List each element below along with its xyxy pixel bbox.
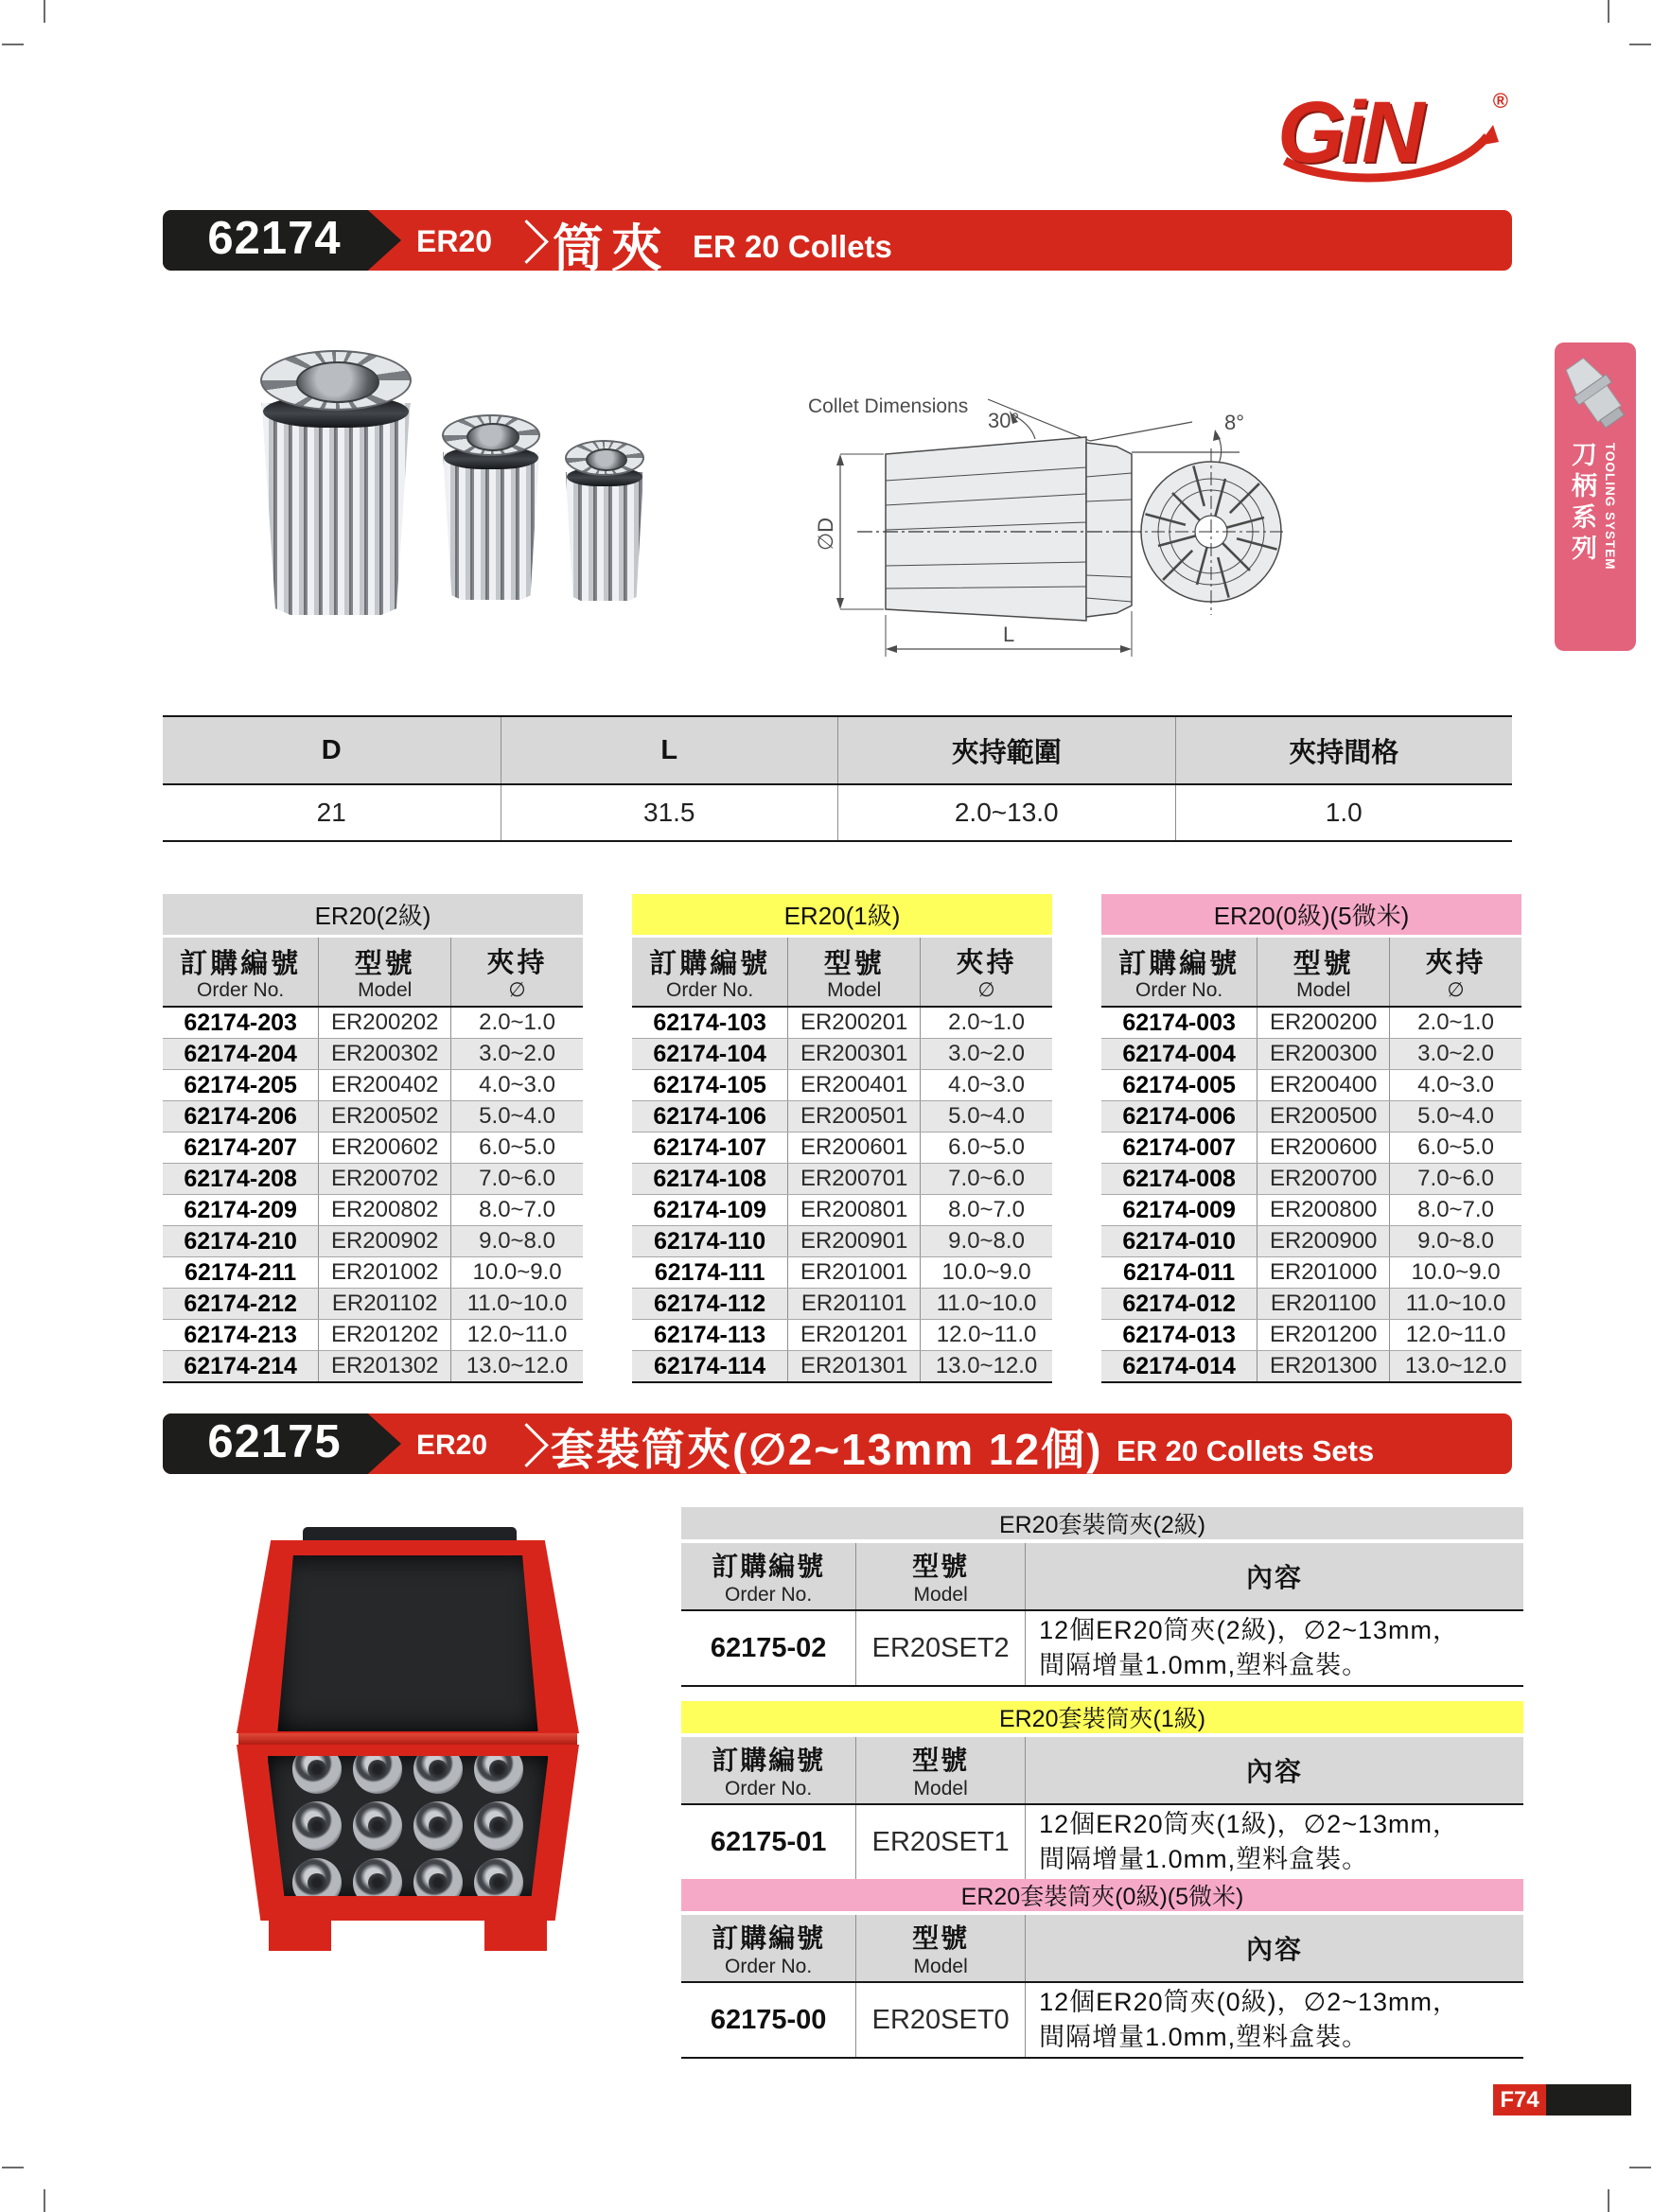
col-model-sub: Model [913, 1584, 968, 1606]
order-no-cell: 62174-003 [1122, 1009, 1236, 1036]
order-no-cell: 62174-207 [184, 1133, 297, 1161]
range-cell: 12.0~11.0 [920, 1320, 1052, 1350]
table-row [163, 1319, 583, 1350]
col-order-no-sub: Order No. [725, 1778, 813, 1799]
model-cell: ER200802 [318, 1195, 450, 1225]
col-model: 型號 [1293, 948, 1354, 979]
order-no-cell: 62174-105 [653, 1071, 766, 1098]
order-no-cell: 62174-005 [1122, 1071, 1236, 1098]
spec-value-l: 31.5 [501, 785, 838, 840]
spec-value-d: 21 [316, 798, 346, 827]
order-table-grade2 [163, 894, 583, 1383]
collet-in-box [292, 1858, 342, 1907]
table-row [1101, 1319, 1521, 1350]
col-model-sub: Model [358, 978, 413, 1001]
range-cell: 7.0~6.0 [450, 1164, 583, 1194]
model-cell: ER201002 [318, 1257, 450, 1288]
model-cell: ER201200 [1257, 1320, 1389, 1350]
col-order-no: 訂購編號 [1118, 948, 1240, 979]
range-cell: 9.0~8.0 [450, 1226, 583, 1256]
registered-mark: ® [1492, 89, 1508, 113]
banner-title-zh: 套裝筒夾(∅2~13mm 12個) [551, 1425, 1103, 1474]
order-no-cell: 62174-208 [184, 1165, 297, 1192]
product-code: 62175 [207, 1416, 342, 1467]
chevron-right-icon [504, 219, 549, 264]
range-cell: 7.0~6.0 [1389, 1164, 1521, 1194]
col-model-sub: Model [1296, 978, 1351, 1001]
col-model: 型號 [912, 1552, 970, 1581]
model-cell: ER200801 [787, 1195, 920, 1225]
order-no-cell: 62174-214 [184, 1352, 297, 1379]
spec-header-range: 夾持範圍 [837, 717, 1175, 783]
model-cell: ER201302 [318, 1351, 450, 1381]
model-cell: ER200900 [1257, 1226, 1389, 1256]
order-no-cell: 62174-013 [1122, 1321, 1236, 1348]
set-table-grade1 [681, 1701, 1523, 1881]
set-table-grade2 [681, 1507, 1523, 1687]
col-model: 型號 [912, 1923, 970, 1953]
collet-image-small [565, 440, 644, 601]
spec-header-l: L [501, 717, 838, 783]
order-table-title: ER20(2級) [163, 894, 583, 935]
order-no-cell: 62174-012 [1122, 1290, 1236, 1317]
model-cell: ER201102 [318, 1289, 450, 1319]
spec-table [163, 715, 1512, 842]
col-content: 內容 [1246, 1563, 1304, 1592]
order-no-cell: 62174-213 [184, 1321, 297, 1348]
spec-value-range: 2.0~13.0 [837, 785, 1175, 840]
banner-62174 [163, 210, 1512, 271]
order-no-cell: 62174-112 [654, 1290, 766, 1317]
model-cell: ER200200 [1257, 1008, 1389, 1038]
table-row [1101, 1163, 1521, 1194]
model-cell: ER200301 [787, 1039, 920, 1069]
collet-hole [429, 1873, 448, 1892]
range-cell: 5.0~4.0 [450, 1101, 583, 1132]
set-table-grade0 [681, 1879, 1523, 2059]
series-label: ER20 [416, 1430, 488, 1461]
table-row [163, 1132, 583, 1163]
range-cell: 4.0~3.0 [1389, 1070, 1521, 1100]
range-cell: 10.0~9.0 [920, 1257, 1052, 1288]
order-table-title: ER20(0級)(5微米) [1101, 894, 1521, 935]
collet-hole [308, 1817, 326, 1835]
series-label: ER20 [416, 224, 493, 258]
range-cell: 3.0~2.0 [1389, 1039, 1521, 1069]
range-cell: 11.0~10.0 [450, 1289, 583, 1319]
col-order-no-sub: Order No. [725, 1956, 813, 1977]
set-content [1025, 1983, 1523, 2057]
box-lid-foam [277, 1555, 537, 1731]
set-order-no: 62175-00 [710, 2004, 827, 2035]
collet-hole [308, 1760, 326, 1779]
set-order-no: 62175-01 [710, 1826, 827, 1857]
range-cell: 8.0~7.0 [1389, 1195, 1521, 1225]
col-clamp: 夾持 [486, 948, 548, 978]
spec-value-step: 1.0 [1175, 785, 1513, 840]
box-foot [484, 1917, 547, 1951]
collet-hole [429, 1760, 448, 1779]
table-row [163, 1069, 583, 1100]
range-cell: 2.0~1.0 [1389, 1008, 1521, 1038]
order-table-body [163, 1008, 583, 1383]
table-row [163, 1194, 583, 1225]
dia-label: ∅D [814, 517, 837, 551]
col-model-sub: Model [913, 1778, 968, 1799]
drawing-label: Collet Dimensions [808, 395, 969, 417]
collets-photo [185, 331, 752, 672]
table-row [1101, 1069, 1521, 1100]
collet-in-box [292, 1745, 342, 1794]
model-cell: ER200400 [1257, 1070, 1389, 1100]
range-cell: 13.0~12.0 [450, 1351, 583, 1381]
range-cell: 9.0~8.0 [1389, 1226, 1521, 1256]
order-table-grade0 [1101, 894, 1521, 1383]
table-row [163, 1288, 583, 1319]
collet-hole [489, 1817, 508, 1835]
table-row [632, 1038, 1052, 1069]
table-row [1101, 1288, 1521, 1319]
crop-mark [1608, 0, 1609, 23]
table-row [632, 1100, 1052, 1132]
range-cell: 3.0~2.0 [920, 1039, 1052, 1069]
order-table-body [632, 1008, 1052, 1383]
crop-mark [2, 44, 24, 45]
range-cell: 6.0~5.0 [920, 1132, 1052, 1163]
crop-mark [2, 2167, 24, 2168]
logo-text: GiN [1277, 84, 1421, 181]
model-cell: ER201300 [1257, 1351, 1389, 1381]
range-cell: 8.0~7.0 [920, 1195, 1052, 1225]
order-no-cell: 62174-014 [1122, 1352, 1236, 1379]
order-no-cell: 62174-104 [653, 1040, 766, 1067]
order-no-cell: 62174-114 [654, 1352, 766, 1379]
order-no-cell: 62174-103 [653, 1009, 766, 1036]
collet-image-medium [442, 414, 540, 600]
crop-mark [1629, 2167, 1651, 2168]
product-code: 62174 [207, 213, 342, 264]
col-clamp: 夾持 [1425, 948, 1486, 978]
model-cell: ER201301 [787, 1351, 920, 1381]
order-no-cell: 62174-109 [653, 1196, 766, 1223]
range-cell: 10.0~9.0 [450, 1257, 583, 1288]
toolholder-icon [1564, 352, 1627, 435]
order-no-cell: 62174-212 [184, 1290, 297, 1317]
collet-in-box [353, 1858, 402, 1907]
order-no-cell: 62174-007 [1122, 1133, 1236, 1161]
set-content-line1: 12個ER20筒夾(1級)，∅2~13mm， [1039, 1809, 1459, 1838]
range-cell: 6.0~5.0 [1389, 1132, 1521, 1163]
dimension-drawing [802, 390, 1287, 674]
order-no-cell: 62174-010 [1122, 1227, 1236, 1255]
range-cell: 5.0~4.0 [1389, 1101, 1521, 1132]
crop-mark [44, 0, 45, 23]
collet-hole [368, 1760, 387, 1779]
order-no-cell: 62174-108 [653, 1165, 766, 1192]
spec-header-d: D [321, 734, 342, 765]
col-order-no: 訂購編號 [649, 948, 771, 979]
banner-62175 [163, 1413, 1512, 1474]
order-no-cell: 62174-211 [185, 1258, 297, 1286]
table-row [1101, 1100, 1521, 1132]
set-order-no: 62175-02 [710, 1632, 827, 1663]
range-cell: 6.0~5.0 [450, 1132, 583, 1163]
banner-title-en: ER 20 Collets [693, 229, 892, 264]
order-no-cell: 62174-111 [654, 1258, 765, 1286]
table-row [632, 1256, 1052, 1288]
order-no-cell: 62174-203 [184, 1009, 297, 1036]
table-row [163, 1256, 583, 1288]
order-no-cell: 62174-011 [1123, 1258, 1236, 1286]
col-order-no-sub: Order No. [1135, 978, 1223, 1001]
length-label: L [1003, 623, 1015, 646]
model-cell: ER201001 [787, 1257, 920, 1288]
order-no-cell: 62174-004 [1122, 1040, 1236, 1067]
model-cell: ER200401 [787, 1070, 920, 1100]
col-content: 內容 [1246, 1935, 1304, 1964]
order-no-cell: 62174-113 [654, 1321, 766, 1348]
order-no-cell: 62174-209 [184, 1196, 297, 1223]
collet-hole [489, 1873, 508, 1892]
range-cell: 13.0~12.0 [1389, 1351, 1521, 1381]
collet-hole [429, 1817, 448, 1835]
set-content [1025, 1805, 1523, 1879]
table-row [632, 1319, 1052, 1350]
range-cell: 3.0~2.0 [450, 1039, 583, 1069]
box-tray [237, 1745, 579, 1921]
collet-hole [308, 1873, 326, 1892]
gin-logo [1268, 84, 1514, 193]
col-clamp: 夾持 [956, 948, 1017, 978]
crop-mark [44, 2189, 45, 2212]
table-row [632, 1288, 1052, 1319]
order-no-cell: 62174-206 [184, 1102, 297, 1130]
table-row [1101, 1194, 1521, 1225]
tab-label-zh: 刀柄系列 [1568, 441, 1596, 566]
col-model: 型號 [354, 948, 415, 979]
model-cell: ER200500 [1257, 1101, 1389, 1132]
set-table-title: ER20套裝筒夾(1級) [681, 1701, 1523, 1733]
col-model: 型號 [912, 1746, 970, 1775]
table-row [163, 1350, 583, 1381]
collet-in-box [474, 1801, 523, 1851]
table-row [632, 1008, 1052, 1038]
tab-label-en: TOOLING SYSTEM [1603, 443, 1617, 571]
model-cell: ER200502 [318, 1101, 450, 1132]
set-model: ER20SET1 [855, 1805, 1025, 1879]
order-no-cell: 62174-107 [653, 1133, 766, 1161]
range-cell: 5.0~4.0 [920, 1101, 1052, 1132]
model-cell: ER200902 [318, 1226, 450, 1256]
set-content [1025, 1611, 1523, 1685]
table-row [163, 1225, 583, 1256]
order-no-cell: 62174-110 [654, 1227, 766, 1255]
model-cell: ER200700 [1257, 1164, 1389, 1194]
col-clamp-sub: ∅ [977, 979, 995, 1001]
collet-in-box [413, 1745, 463, 1794]
order-table-title: ER20(1級) [632, 894, 1052, 935]
set-content-line2: 間隔增量1.0mm,塑料盒裝。 [1039, 2023, 1369, 2051]
model-cell: ER201201 [787, 1320, 920, 1350]
collet-hole [368, 1817, 387, 1835]
table-row [1101, 1008, 1521, 1038]
chevron-right-icon [504, 1423, 549, 1467]
col-order-no: 訂購編號 [180, 948, 302, 979]
range-cell: 10.0~9.0 [1389, 1257, 1521, 1288]
page-number-badge: F74 [1493, 2084, 1546, 2115]
collet-image-large [260, 350, 412, 615]
set-model: ER20SET0 [855, 1983, 1025, 2057]
model-cell: ER201101 [787, 1289, 920, 1319]
model-cell: ER200302 [318, 1039, 450, 1069]
range-cell: 9.0~8.0 [920, 1226, 1052, 1256]
order-table-body [1101, 1008, 1521, 1383]
table-row [1101, 1132, 1521, 1163]
table-row [632, 1069, 1052, 1100]
model-cell: ER200702 [318, 1164, 450, 1194]
table-row [632, 1225, 1052, 1256]
table-row [1101, 1225, 1521, 1256]
model-cell: ER201100 [1257, 1289, 1389, 1319]
model-cell: ER200501 [787, 1101, 920, 1132]
set-content-line1: 12個ER20筒夾(2級)，∅2~13mm， [1039, 1615, 1459, 1644]
banner-title-en: ER 20 Collets Sets [1117, 1434, 1375, 1467]
set-content-line1: 12個ER20筒夾(0級)，∅2~13mm， [1039, 1987, 1459, 2016]
model-cell: ER200601 [787, 1132, 920, 1163]
table-row [163, 1163, 583, 1194]
collet-set-photo [237, 1516, 579, 1960]
range-cell: 8.0~7.0 [450, 1195, 583, 1225]
set-content-line2: 間隔增量1.0mm,塑料盒裝。 [1039, 1651, 1369, 1679]
table-row [163, 1008, 583, 1038]
model-cell: ER201000 [1257, 1257, 1389, 1288]
set-table-title: ER20套裝筒夾(0級)(5微米) [681, 1879, 1523, 1911]
order-no-cell: 62174-009 [1122, 1196, 1236, 1223]
table-row [163, 1100, 583, 1132]
collet-in-box [413, 1858, 463, 1907]
range-cell: 12.0~11.0 [1389, 1320, 1521, 1350]
angle-30-label: 30° [988, 409, 1020, 432]
col-model-sub: Model [827, 978, 882, 1001]
model-cell: ER200201 [787, 1008, 920, 1038]
table-row [1101, 1350, 1521, 1381]
range-cell: 4.0~3.0 [450, 1070, 583, 1100]
model-cell: ER200402 [318, 1070, 450, 1100]
collet-hole [489, 1760, 508, 1779]
model-cell: ER200901 [787, 1226, 920, 1256]
range-cell: 12.0~11.0 [450, 1320, 583, 1350]
order-no-cell: 62174-210 [184, 1227, 297, 1255]
col-order-no-sub: Order No. [725, 1584, 813, 1606]
box-tray-foam [268, 1756, 549, 1896]
collet-in-box [413, 1801, 463, 1851]
box-foot [269, 1917, 331, 1951]
model-cell: ER201202 [318, 1320, 450, 1350]
range-cell: 7.0~6.0 [920, 1164, 1052, 1194]
order-no-cell: 62174-008 [1122, 1165, 1236, 1192]
box-hinge [238, 1733, 577, 1745]
collet-in-box [353, 1745, 402, 1794]
model-cell: ER200202 [318, 1008, 450, 1038]
collet-in-box [292, 1801, 342, 1851]
col-model: 型號 [823, 948, 885, 979]
order-table-grade1 [632, 894, 1052, 1383]
model-cell: ER200602 [318, 1132, 450, 1163]
range-cell: 2.0~1.0 [450, 1008, 583, 1038]
col-clamp-sub: ∅ [508, 979, 526, 1001]
angle-8-label: 8° [1224, 411, 1245, 434]
col-order-no-sub: Order No. [666, 978, 754, 1001]
table-row [1101, 1256, 1521, 1288]
range-cell: 4.0~3.0 [920, 1070, 1052, 1100]
order-no-cell: 62174-205 [184, 1071, 297, 1098]
table-row [632, 1350, 1052, 1381]
col-order-no-sub: Order No. [197, 978, 285, 1001]
order-no-cell: 62174-204 [184, 1040, 297, 1067]
range-cell: 11.0~10.0 [1389, 1289, 1521, 1319]
col-order-no: 訂購編號 [712, 1552, 826, 1581]
range-cell: 13.0~12.0 [920, 1351, 1052, 1381]
range-cell: 11.0~10.0 [920, 1289, 1052, 1319]
model-cell: ER200600 [1257, 1132, 1389, 1163]
col-content: 內容 [1246, 1757, 1304, 1786]
table-row [163, 1038, 583, 1069]
collet-in-box [474, 1858, 523, 1907]
spec-header-step: 夾持間格 [1175, 717, 1513, 783]
col-model-sub: Model [913, 1956, 968, 1977]
box-lid [237, 1540, 579, 1733]
table-row [632, 1132, 1052, 1163]
banner-title-zh: 筒夾 [553, 220, 670, 271]
table-row [1101, 1038, 1521, 1069]
model-cell: ER200300 [1257, 1039, 1389, 1069]
set-model: ER20SET2 [855, 1611, 1025, 1685]
col-order-no: 訂購編號 [712, 1923, 826, 1953]
order-no-cell: 62174-106 [653, 1102, 766, 1130]
table-row [632, 1163, 1052, 1194]
crop-mark [1629, 44, 1651, 45]
col-clamp-sub: ∅ [1447, 979, 1465, 1001]
set-table-title: ER20套裝筒夾(2級) [681, 1507, 1523, 1539]
collet-in-box [353, 1801, 402, 1851]
model-cell: ER200701 [787, 1164, 920, 1194]
collet-in-box [474, 1745, 523, 1794]
range-cell: 2.0~1.0 [920, 1008, 1052, 1038]
table-row [632, 1194, 1052, 1225]
set-content-line2: 間隔增量1.0mm,塑料盒裝。 [1039, 1845, 1369, 1873]
order-no-cell: 62174-006 [1122, 1102, 1236, 1130]
crop-mark [1608, 2189, 1609, 2212]
tooling-system-tab [1555, 342, 1636, 651]
col-order-no: 訂購編號 [712, 1746, 826, 1775]
page-number-bar [1546, 2084, 1631, 2115]
collet-hole [368, 1873, 387, 1892]
model-cell: ER200800 [1257, 1195, 1389, 1225]
